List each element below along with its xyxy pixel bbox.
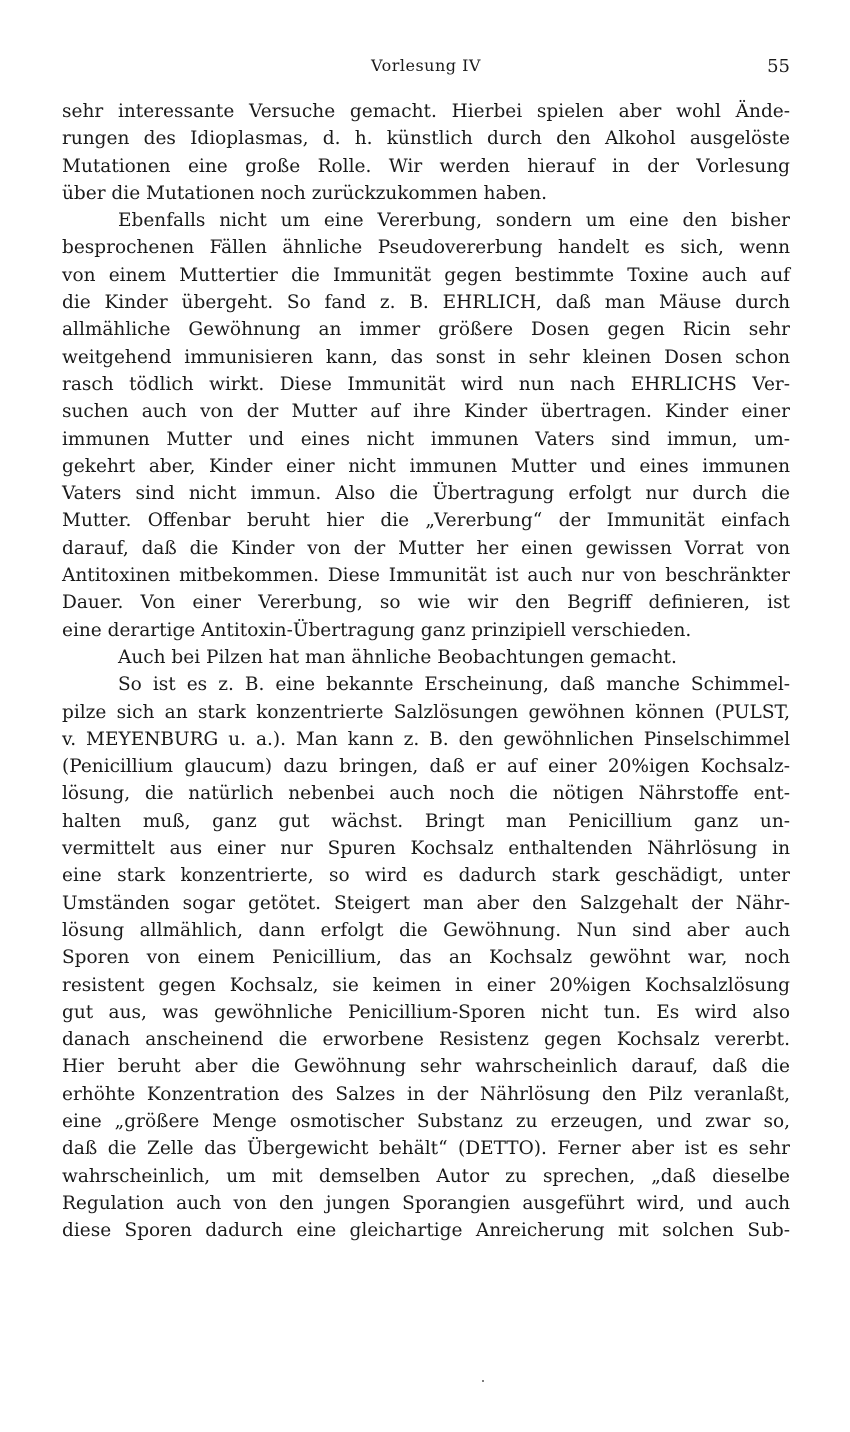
- text-line: wahrscheinlich, um mit demselben Autor zu sprechen, „daß dieselbe: [62, 1165, 790, 1187]
- text-line: eine derartige Antitoxin-Übertragung ganz prinzipiell verschieden.: [62, 619, 692, 641]
- text-line: rasch tödlich wirkt. Diese Immunität wird nun nach EHRLICHS Ver-: [62, 373, 790, 395]
- text-line: Sporen von einem Penicillium, das an Kochsalz gewöhnt war, noch: [62, 947, 790, 969]
- text-line: Auch bei Pilzen hat man ähnliche Beobachtungen gemacht.: [118, 646, 677, 668]
- text-line: die Kinder übergeht. So fand z. B. EHRLICH, daß man Mäuse durch: [62, 292, 790, 314]
- text-line: Regulation auch von den jungen Sporangien ausgeführt wird, und auch: [62, 1192, 790, 1214]
- text-line: lösung, die natürlich nebenbei auch noch die nötigen Nährstoffe ent-: [62, 783, 790, 805]
- text-line: lösung allmählich, dann erfolgt die Gewöhnung. Nun sind aber auch: [62, 919, 790, 941]
- text-line: halten muß, ganz gut wächst. Bringt man Penicillium ganz un-: [62, 810, 790, 832]
- text-line: erhöhte Konzentration des Salzes in der Nährlösung den Pilz veranlaßt,: [62, 1083, 790, 1105]
- text-line: (Penicillium glaucum) dazu bringen, daß er auf einer 20%igen Kochsalz-: [62, 756, 790, 778]
- text-line: Hier beruht aber die Gewöhnung sehr wahrscheinlich darauf, daß die: [62, 1056, 790, 1078]
- text-line: Dauer. Von einer Vererbung, so wie wir den Begriff definieren, ist: [62, 592, 790, 614]
- text-line: gut aus, was gewöhnliche Penicillium-Sporen nicht tun. Es wird also: [62, 1001, 790, 1023]
- text-line: über die Mutationen noch zurückzukommen haben.: [62, 182, 548, 204]
- text-line: von einem Muttertier die Immunität gegen bestimmte Toxine auch auf: [62, 264, 790, 286]
- text-line: eine stark konzentrierte, so wird es dadurch stark geschädigt, unter: [62, 865, 790, 887]
- page-number: 55: [767, 56, 790, 77]
- text-line: pilze sich an stark konzentrierte Salzlösungen gewöhnen können (PULST,: [62, 701, 790, 723]
- text-line: danach anscheinend die erworbene Resistenz gegen Kochsalz vererbt.: [62, 1029, 790, 1051]
- text-line: daß die Zelle das Übergewicht behält“ (DETTO). Ferner aber ist es sehr: [62, 1138, 790, 1160]
- text-line: eine „größere Menge osmotischer Substanz zu erzeugen, und zwar so,: [62, 1110, 790, 1132]
- text-line: besprochenen Fällen ähnliche Pseudovererbung handelt es sich, wenn: [62, 237, 790, 259]
- running-header: [62, 56, 790, 82]
- text-line: gekehrt aber, Kinder einer nicht immunen Mutter und eines immunen: [62, 455, 790, 477]
- text-line: Mutter. Offenbar beruht hier die „Vererbung“ der Immunität einfach: [62, 510, 790, 532]
- text-line: Mutationen eine große Rolle. Wir werden hierauf in der Vorlesung: [62, 155, 790, 177]
- text-line: sehr interessante Versuche gemacht. Hierbei spielen aber wohl Ände-: [62, 101, 790, 122]
- running-title: Vorlesung IV: [371, 56, 481, 75]
- body-text: [62, 98, 790, 1244]
- text-line: darauf, daß die Kinder von der Mutter her einen gewissen Vorrat von: [62, 537, 790, 559]
- print-speck: [482, 1380, 484, 1382]
- text-line: diese Sporen dadurch eine gleichartige Anreicherung mit solchen Sub-: [62, 1220, 790, 1242]
- text-line: vermittelt aus einer nur Spuren Kochsalz enthaltenden Nährlösung in: [62, 838, 790, 860]
- text-line: allmähliche Gewöhnung an immer größere Dosen gegen Ricin sehr: [62, 319, 790, 341]
- text-line: Vaters sind nicht immun. Also die Übertragung erfolgt nur durch die: [62, 483, 790, 505]
- text-line: Antitoxinen mitbekommen. Diese Immunität ist auch nur von beschränkter: [62, 565, 790, 587]
- text-line: suchen auch von der Mutter auf ihre Kinder übertragen. Kinder einer: [62, 401, 790, 423]
- text-line: weitgehend immunisieren kann, das sonst in sehr kleinen Dosen schon: [62, 346, 790, 368]
- text-line: rungen des Idioplasmas, d. h. künstlich durch den Alkohol ausgelöste: [62, 128, 790, 150]
- text-line: v. MEYENBURG u. a.). Man kann z. B. den gewöhnlichen Pinselschimmel: [62, 728, 790, 750]
- text-line: Ebenfalls nicht um eine Vererbung, sondern um eine den bisher: [118, 210, 790, 232]
- text-line: So ist es z. B. eine bekannte Erscheinung, daß manche Schimmel-: [118, 674, 790, 696]
- text-line: resistent gegen Kochsalz, sie keimen in einer 20%igen Kochsalzlösung: [62, 974, 790, 996]
- text-line: Umständen sogar getötet. Steigert man aber den Salzgehalt der Nähr-: [62, 892, 790, 914]
- text-line: immunen Mutter und eines nicht immunen Vaters sind immun, um-: [62, 428, 790, 450]
